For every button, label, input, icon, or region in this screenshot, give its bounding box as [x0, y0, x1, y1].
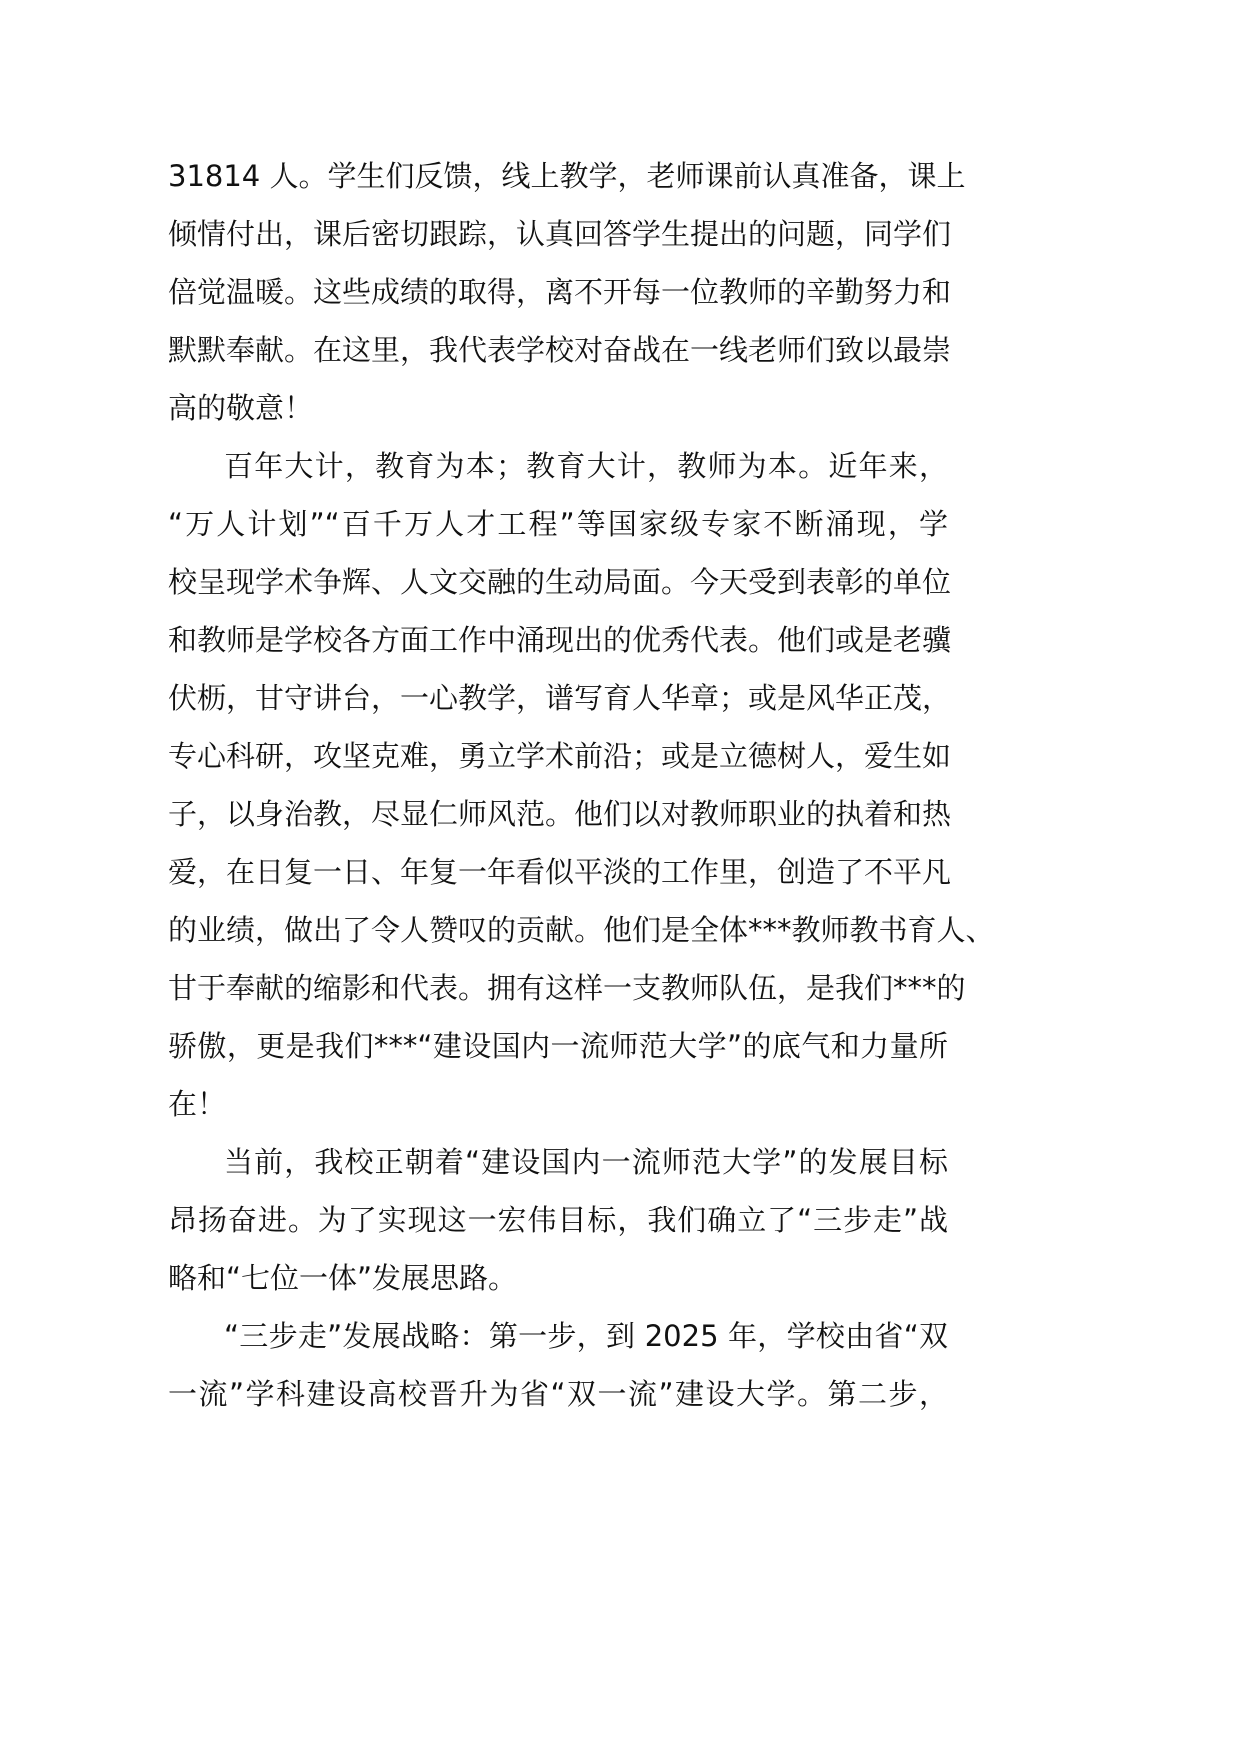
- text-line: “三步走”发展战略：第一步，到 2025 年，学校由省“双: [224, 1319, 948, 1353]
- text-line: 甘于奉献的缩影和代表。拥有这样一支教师队伍，是我们***的: [168, 971, 966, 1005]
- text-line: 高的敬意！: [168, 391, 314, 425]
- text-line: 昂扬奋进。为了实现这一宏伟目标，我们确立了“三步走”战: [168, 1203, 948, 1237]
- text-line: 一流”学科建设高校晋升为省“双一流”建设大学。第二步，: [168, 1377, 948, 1411]
- text-line: 的业绩，做出了令人赞叹的贡献。他们是全体***教师教书育人、: [168, 913, 995, 947]
- text-line: 百年大计，教育为本；教育大计，教师为本。近年来，: [224, 449, 948, 483]
- text-line: 骄傲，更是我们***“建设国内一流师范大学”的底气和力量所: [168, 1029, 948, 1063]
- text-line: 31814 人。学生们反馈，线上教学，老师课前认真准备，课上: [168, 159, 966, 193]
- text-line: 当前，我校正朝着“建设国内一流师范大学”的发展目标: [224, 1145, 948, 1179]
- text-line: 专心科研，攻坚克难，勇立学术前沿；或是立德树人，爱生如: [168, 739, 952, 773]
- text-line: 倾情付出，课后密切跟踪，认真回答学生提出的问题，同学们: [168, 217, 952, 251]
- text-line: 和教师是学校各方面工作中涌现出的优秀代表。他们或是老骥: [168, 623, 952, 657]
- text-line: 子，以身治教，尽显仁师风范。他们以对教师职业的执着和热: [168, 797, 952, 831]
- text-line: 伏枥，甘守讲台，一心教学，谱写育人华章；或是风华正茂，: [168, 681, 952, 715]
- text-line: “万人计划”“百千万人才工程”等国家级专家不断涌现，学: [168, 507, 948, 541]
- text-line: 校呈现学术争辉、人文交融的生动局面。今天受到表彰的单位: [168, 565, 952, 599]
- text-line: 默默奉献。在这里，我代表学校对奋战在一线老师们致以最崇: [168, 333, 952, 367]
- text-line: 倍觉温暖。这些成绩的取得，离不开每一位教师的辛勤努力和: [168, 275, 952, 309]
- text-line: 略和“七位一体”发展思路。: [168, 1261, 518, 1295]
- text-line: 在！: [168, 1087, 227, 1121]
- text-line: 爱，在日复一日、年复一年看似平淡的工作里，创造了不平凡: [168, 855, 952, 889]
